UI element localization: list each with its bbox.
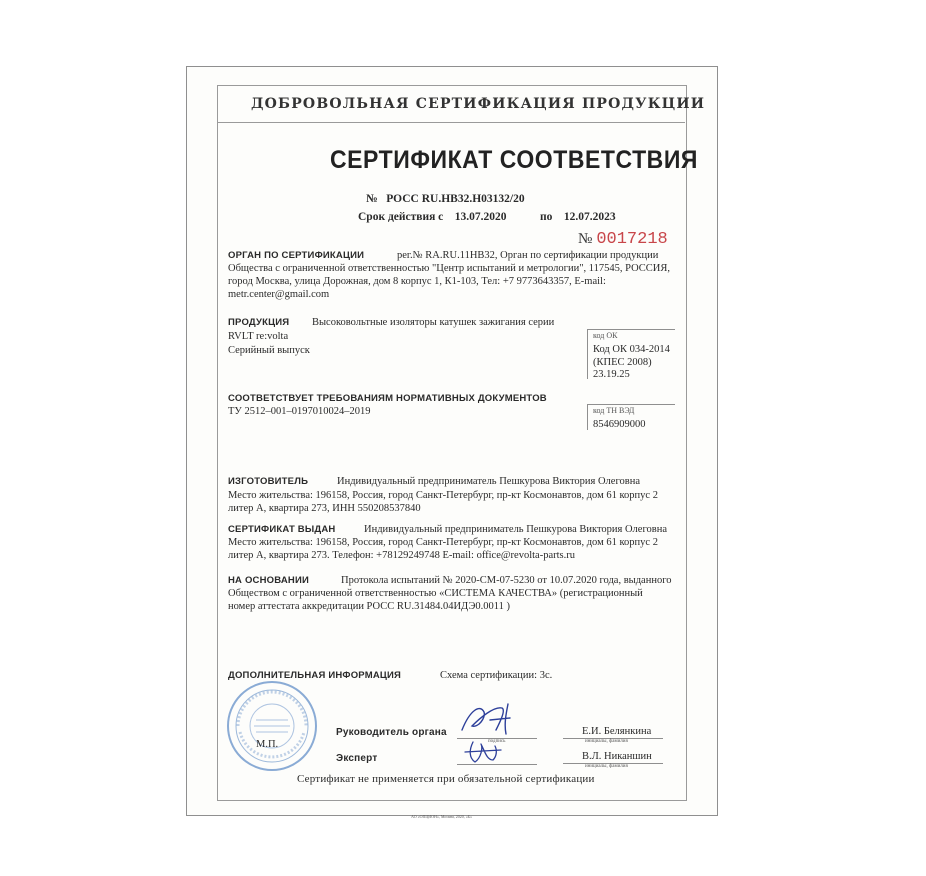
- issued-to-line-2: Место жительства: 196158, Россия, город Санкт-Петербург, пр-кт Космонавтов, дом 61 корпус 2: [228, 537, 658, 548]
- ok-code-line-2: (КПЕС 2008): [593, 357, 652, 368]
- validity-label: Срок действия с: [358, 211, 444, 223]
- printer-note: АО «ОПЦИОН», Москва, 2020, «Б»: [411, 814, 473, 819]
- head-name: Е.И. Белянкина: [582, 726, 652, 737]
- basis-line-2: Обществом с ограниченной ответственностью «СИСТЕМА КАЧЕСТВА» (регистрационный: [228, 588, 643, 599]
- validity-to-label: по: [540, 211, 553, 223]
- manufacturer-label: ИЗГОТОВИТЕЛЬ: [228, 476, 309, 487]
- manufacturer-line-3: литер А, квартира 273, ИНН 550208537840: [228, 503, 421, 514]
- ok-code-label: код ОК: [593, 331, 618, 340]
- header-voluntary-certification: ДОБРОВОЛЬНАЯ СЕРТИФИКАЦИЯ ПРОДУКЦИИ: [251, 96, 706, 112]
- tn-ved-value: 8546909000: [593, 419, 646, 430]
- serial-number: [578, 230, 668, 249]
- additional-info-value: Схема сертификации: 3с.: [440, 670, 553, 681]
- expert-label: Эксперт: [336, 753, 378, 764]
- ok-code-line-1: Код ОК 034-2014: [593, 344, 670, 355]
- certification-body-line-4: metr.center@gmail.com: [228, 289, 330, 300]
- basis-line-3: номер аттестата аккредитации РОСС RU.31484.04ИДЭ0.0011 ): [228, 601, 511, 612]
- certificate-title: СЕРТИФИКАТ СООТВЕТСТВИЯ: [330, 146, 698, 174]
- validity-to: [540, 211, 616, 223]
- serial-value: 0017218: [596, 230, 668, 249]
- head-name-caption: инициалы, фамилия: [585, 739, 628, 744]
- additional-info-label: ДОПОЛНИТЕЛЬНАЯ ИНФОРМАЦИЯ: [228, 670, 402, 681]
- issued-to-line-1: Индивидуальный предприниматель Пешкурова Виктория Олеговна: [364, 524, 667, 535]
- certificate-number: [366, 193, 525, 205]
- certification-body-label: ОРГАН ПО СЕРТИФИКАЦИИ: [228, 250, 365, 261]
- head-signature-icon: [450, 700, 530, 738]
- tn-ved-bracket: [587, 404, 589, 430]
- certification-body-line-2: Общества с ограниченной ответственностью "Центр испытаний и метрологии", 117545, РОССИЯ,: [228, 263, 670, 274]
- manufacturer-line-2: Место жительства: 196158, Россия, город Санкт-Петербург, пр-кт Космонавтов, дом 61 корпус 2: [228, 490, 658, 501]
- expert-signature-icon: [455, 736, 515, 768]
- tn-ved-label: код ТН ВЭД: [593, 406, 635, 415]
- product-line-1: Высоковольтные изоляторы катушек зажигания серии: [312, 317, 555, 328]
- ok-code-bracket: [587, 329, 589, 379]
- product-line-2: RVLT re:volta: [228, 331, 289, 342]
- stamp-mp: М.П.: [256, 739, 279, 750]
- issued-to-label: СЕРТИФИКАТ ВЫДАН: [228, 524, 336, 535]
- ok-code-line-3: 23.19.25: [593, 369, 630, 380]
- header-divider: [217, 122, 685, 123]
- compliance-label: СООТВЕТСТВУЕТ ТРЕБОВАНИЯМ НОРМАТИВНЫХ ДОКУМЕНТОВ: [228, 393, 547, 404]
- product-label: ПРОДУКЦИЯ: [228, 317, 290, 328]
- round-stamp-icon: [226, 680, 318, 772]
- compliance-doc: ТУ 2512–001–0197010024–2019: [228, 406, 371, 417]
- number-value: РОСС RU.HB32.H03132/20: [386, 193, 525, 205]
- head-of-body-label: Руководитель органа: [336, 727, 447, 738]
- serial-prefix: №: [578, 231, 593, 247]
- basis-label: НА ОСНОВАНИИ: [228, 575, 310, 586]
- certification-body-line-1: рег.№ RA.RU.11HB32, Орган по сертификации продукции: [397, 250, 659, 261]
- validity-period: [358, 211, 507, 223]
- certification-body-line-3: город Москва, улица Дорожная, дом 8 корпус 1, К1-103, Тел: +7 9773643357, E-mail:: [228, 276, 606, 287]
- validity-from: 13.07.2020: [454, 211, 507, 223]
- expert-name: В.Л. Никаншин: [582, 751, 652, 762]
- expert-name-caption: инициалы, фамилия: [585, 764, 628, 769]
- basis-line-1: Протокола испытаний № 2020-СМ-07-5230 от 10.07.2020 года, выданного: [341, 575, 672, 586]
- head-signature-caption: подпись: [488, 739, 506, 744]
- footer-note: Сертификат не применяется при обязательной сертификации: [297, 773, 595, 785]
- issued-to-line-3: литер А, квартира 273. Телефон: +78129249748 E-mail: office@revolta-parts.ru: [228, 550, 575, 561]
- validity-to-date: 12.07.2023: [563, 211, 616, 223]
- number-prefix: №: [366, 193, 378, 205]
- product-line-3: Серийный выпуск: [228, 345, 310, 356]
- manufacturer-line-1: Индивидуальный предприниматель Пешкурова Виктория Олеговна: [337, 476, 640, 487]
